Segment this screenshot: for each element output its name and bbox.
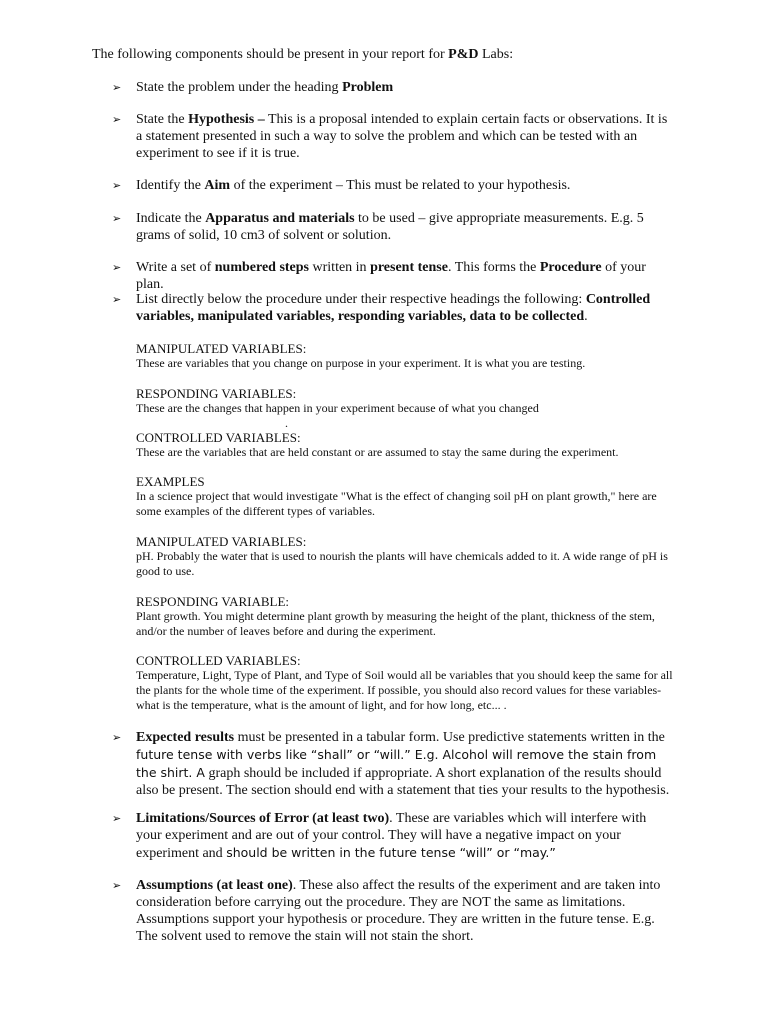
item-text: List directly below the procedure under their respective headings the following: xyxy=(136,292,586,307)
list-item-aim xyxy=(112,177,672,194)
arrow-bullet-icon: ➢ xyxy=(112,113,122,126)
example-body: Temperature, Light, Type of Plant, and Type of Soil would all be variables that you should keep the same for all the plants for the whole time of the experiment. If possible, you should also record values for these variables- what is the temperature, what is the amount of light, and for how long, etc... . xyxy=(136,668,673,712)
definition-body: These are the variables that are held constant or are assumed to stay the same during the experiment. xyxy=(136,445,619,459)
example-heading: CONTROLLED VARIABLES: xyxy=(136,653,301,668)
item-text: Indicate the xyxy=(136,211,206,226)
arrow-bullet-icon: ➢ xyxy=(112,81,122,94)
list-item-assumptions xyxy=(112,877,672,945)
item-text: . These also affect the results of the experiment and are taken into consideration before carrying out the procedure. They are NOT the same as limitations. Assumptions support your hypothesis or procedure. They are written in the future tense. E.g. The solvent used to remove the stain will not stain the short. xyxy=(136,878,661,944)
item-text: State the xyxy=(136,112,189,127)
item-bold: Procedure xyxy=(539,260,602,275)
item-text: of the experiment – This must be related to your hypothesis. xyxy=(230,178,571,193)
item-text: This is a proposal intended to explain certain facts or observations. It is a statement presented in such a way to solve the problem and which can be tested with an experiment to see if it is true. xyxy=(136,112,668,161)
item-text: State the problem under the heading xyxy=(136,80,343,95)
example-controlled xyxy=(136,653,676,713)
list-item-limitations xyxy=(112,810,672,862)
arrow-bullet-icon: ➢ xyxy=(112,179,122,192)
item-text: written in xyxy=(309,260,371,275)
definition-heading: RESPONDING VARIABLES: xyxy=(136,386,297,401)
examples-body: In a science project that would investigate "What is the effect of changing soil pH on plant growth," here are some examples of the different types of variables. xyxy=(136,489,657,518)
example-body: pH. Probably the water that is used to nourish the plants will have chemicals added to it. A wide range of pH is good to use. xyxy=(136,549,668,578)
list-item-problem xyxy=(112,79,672,96)
intro-line xyxy=(92,46,513,63)
list-item-expected-results xyxy=(112,729,672,799)
item-bold: Expected results xyxy=(136,730,235,745)
example-heading: MANIPULATED VARIABLES: xyxy=(136,534,307,549)
stray-period: . xyxy=(285,416,288,430)
definition-heading: MANIPULATED VARIABLES: xyxy=(136,341,307,356)
arrow-bullet-icon: ➢ xyxy=(112,879,122,892)
item-bold: Limitations/Sources of Error (at least two) xyxy=(136,811,390,826)
intro-bold: P&D xyxy=(448,47,479,62)
item-bold: Aim xyxy=(204,178,231,193)
list-item-text xyxy=(136,259,672,293)
list-item-text xyxy=(136,79,672,96)
definition-heading: CONTROLLED VARIABLES: xyxy=(136,430,301,445)
definition-controlled xyxy=(136,430,676,460)
item-text-alt: should be written in the future tense “will” or “may.” xyxy=(226,845,556,860)
list-item-apparatus xyxy=(112,210,672,244)
definition-body: These are the changes that happen in your experiment because of what you changed xyxy=(136,401,539,415)
item-text: Identify the xyxy=(136,178,205,193)
intro-text-end: Labs: xyxy=(478,47,514,62)
list-item-procedure xyxy=(112,259,672,293)
intro-text: The following components should be present in your report for xyxy=(92,47,449,62)
list-item-text xyxy=(136,810,672,862)
item-bold: present tense xyxy=(370,260,448,275)
item-text: . This forms the xyxy=(447,260,540,275)
arrow-bullet-icon: ➢ xyxy=(112,261,122,274)
arrow-bullet-icon: ➢ xyxy=(112,731,122,744)
example-responding xyxy=(136,594,676,639)
item-bold: Hypothesis – xyxy=(188,112,265,127)
list-item-text xyxy=(136,877,672,945)
item-text: of your plan. xyxy=(136,260,646,292)
examples-section xyxy=(136,474,676,519)
definition-body: These are variables that you change on purpose in your experiment. It is what you are testing. xyxy=(136,356,586,370)
arrow-bullet-icon: ➢ xyxy=(112,293,122,306)
item-text: Write a set of xyxy=(136,260,215,275)
example-body: Plant growth. You might determine plant growth by measuring the height of the plant, thickness of the stem, and/or the number of leaves before and during the experiment. xyxy=(136,609,655,638)
definition-manipulated xyxy=(136,341,676,371)
arrow-bullet-icon: ➢ xyxy=(112,212,122,225)
item-bold: Assumptions (at least one) xyxy=(136,878,293,893)
list-item-text xyxy=(136,729,672,799)
definition-responding xyxy=(136,386,676,416)
item-text: . xyxy=(584,309,588,324)
list-item-text xyxy=(136,111,672,162)
item-text: . These are variables which will interfere with your experiment and are out of your control. They will have a negative impact on your experiment and xyxy=(136,811,647,861)
item-bold: Controlled variables, manipulated variables, responding variables, data to be collected xyxy=(136,292,651,324)
example-manipulated xyxy=(136,534,676,579)
list-item-text xyxy=(136,291,672,325)
list-item-text xyxy=(136,177,672,194)
list-item-variables xyxy=(112,291,672,325)
item-text: to be used – give appropriate measurements. E.g. 5 grams of solid, 10 cm3 of solvent or solution. xyxy=(136,211,644,243)
arrow-bullet-icon: ➢ xyxy=(112,812,122,825)
item-text-alt: future tense with verbs like “shall” or “will.” E.g. Alcohol will remove the stain from the shirt. A xyxy=(136,747,657,780)
examples-heading: EXAMPLES xyxy=(136,474,205,489)
list-item-text xyxy=(136,210,672,244)
item-bold: Problem xyxy=(342,80,394,95)
list-item-hypothesis xyxy=(112,111,672,162)
item-text: must be presented in a tabular form. Use predictive statements written in the xyxy=(234,730,665,745)
item-text: graph should be included if appropriate. A short explanation of the results should also be present. The section should end with a statement that ties your results to the hypothesis. xyxy=(136,766,670,798)
example-heading: RESPONDING VARIABLE: xyxy=(136,594,290,609)
item-bold: numbered steps xyxy=(214,260,310,275)
item-bold: Apparatus and materials xyxy=(205,211,355,226)
